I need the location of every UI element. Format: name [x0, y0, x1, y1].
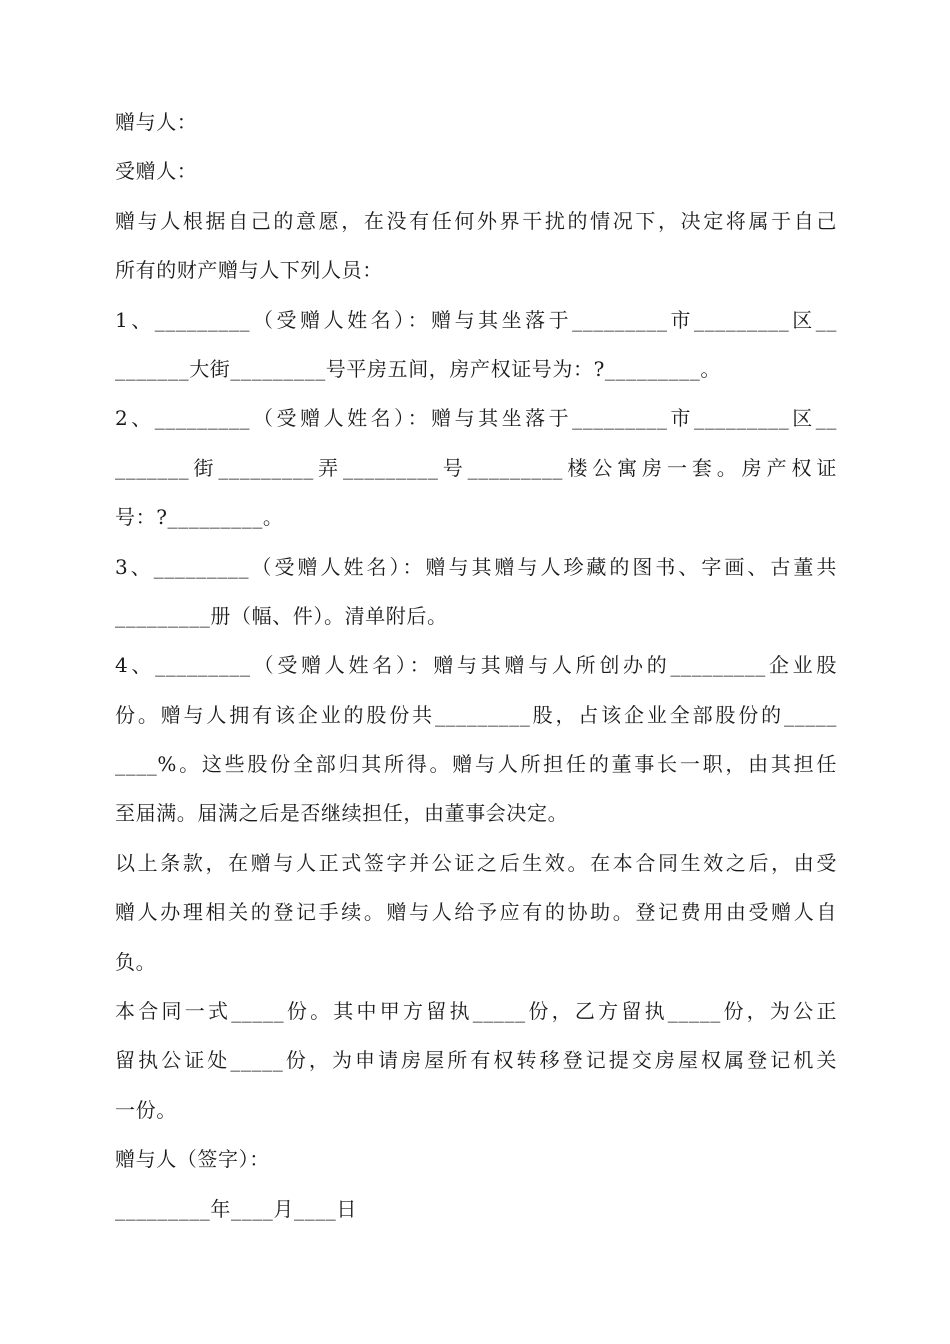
clause-1-line: _______大街_________号平房五间，房产权证号为：?_________。: [115, 356, 721, 381]
clause-4-line: ____%。这些股份全部归其所得。赠与人所担任的董事长一职，由其担任: [115, 752, 837, 777]
clause-4-line: 至届满。届满之后是否继续担任，由董事会决定。: [115, 801, 569, 826]
copies-paragraph-line: 一份。: [115, 1097, 177, 1122]
clause-3-line: _________册（幅、件）。清单附后。: [115, 603, 448, 628]
clause-2-line: 2、_________（受赠人姓名）：赠与其坐落于_________市_________区__: [115, 406, 837, 431]
clause-4-line: 份。赠与人拥有该企业的股份共_________股，占该企业全部股份的_____: [115, 702, 837, 727]
effect-paragraph-line: 负。: [115, 949, 157, 974]
signature-line: 赠与人（签字）：: [115, 1147, 270, 1172]
document-page: [115, 98, 837, 1234]
clause-3-line: 3、_________（受赠人姓名）：赠与其赠与人珍藏的图书、字画、古董共: [115, 554, 837, 579]
clause-4-line: 4、_________（受赠人姓名）：赠与其赠与人所创办的_________企业股: [115, 653, 837, 678]
recipient-line: 受赠人：: [115, 159, 198, 184]
intro-paragraph-line: 赠与人根据自己的意愿，在没有任何外界干扰的情况下，决定将属于自己: [115, 208, 837, 233]
copies-paragraph-line: 本合同一式_____份。其中甲方留执_____份，乙方留执_____份，为公正: [115, 999, 837, 1024]
copies-paragraph-line: 留执公证处_____份，为申请房屋所有权转移登记提交房屋权属登记机关: [115, 1048, 837, 1073]
date-line: _________年____月____日: [115, 1196, 357, 1221]
effect-paragraph-line: 赠人办理相关的登记手续。赠与人给予应有的协助。登记费用由受赠人自: [115, 900, 837, 925]
clause-2-line: 号：?_________。: [115, 505, 284, 530]
clause-2-line: _______街_________弄_________号_________楼公寓房一套。房产权证: [115, 455, 837, 480]
effect-paragraph-line: 以上条款，在赠与人正式签字并公证之后生效。在本合同生效之后，由受: [115, 850, 837, 875]
clause-1-line: 1、_________（受赠人姓名）：赠与其坐落于_________市_________区__: [115, 307, 837, 332]
donor-line: 赠与人：: [115, 110, 198, 134]
intro-paragraph-line: 所有的财产赠与人下列人员：: [115, 258, 383, 283]
